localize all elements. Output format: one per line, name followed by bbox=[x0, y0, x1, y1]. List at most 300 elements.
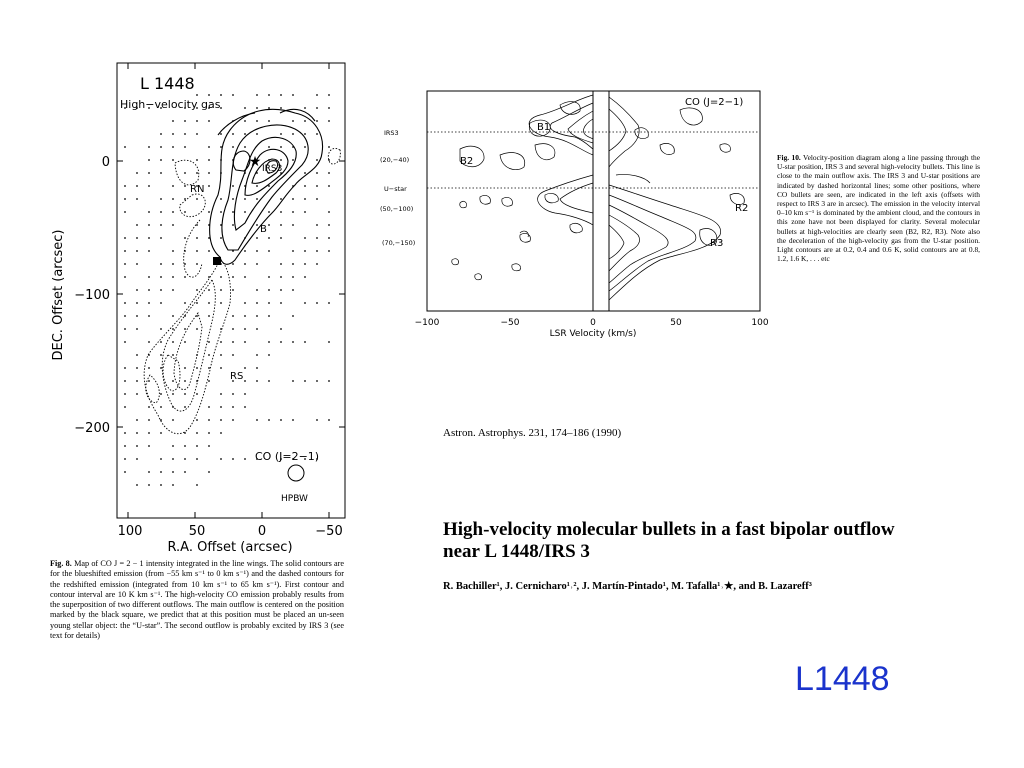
sample-dot bbox=[220, 289, 222, 291]
sample-dot bbox=[328, 250, 330, 252]
sample-dot bbox=[256, 237, 258, 239]
sample-dot bbox=[220, 354, 222, 356]
fig10-row-label: (70,−150) bbox=[382, 239, 416, 247]
sample-dot bbox=[148, 380, 150, 382]
paper-authors: R. Bachiller¹, J. Cernicharo¹˒², J. Martín-Pintado¹, M. Tafalla¹˒★, and B. Lazareff³ bbox=[443, 581, 812, 592]
sample-dot bbox=[136, 393, 138, 395]
sample-dot bbox=[208, 315, 210, 317]
sample-dot bbox=[148, 146, 150, 148]
sample-dot bbox=[244, 393, 246, 395]
sample-dot bbox=[172, 471, 174, 473]
bullet-label-r2: R2 bbox=[735, 203, 749, 214]
sample-dot bbox=[148, 484, 150, 486]
sample-dot bbox=[160, 393, 162, 395]
sample-dot bbox=[160, 146, 162, 148]
sample-dot bbox=[328, 224, 330, 226]
fig10-xtick: 100 bbox=[751, 318, 769, 328]
sample-dot bbox=[316, 159, 318, 161]
sample-dot bbox=[172, 419, 174, 421]
sample-dot bbox=[316, 263, 318, 265]
sample-dot bbox=[148, 172, 150, 174]
sample-dot bbox=[124, 250, 126, 252]
sample-dot bbox=[232, 458, 234, 460]
fig8-xtick: 100 bbox=[117, 524, 143, 539]
sample-dot bbox=[280, 211, 282, 213]
slide-label: L1448 bbox=[795, 660, 890, 698]
sample-dot bbox=[196, 133, 198, 135]
bullet-label-r3: R3 bbox=[710, 238, 724, 249]
sample-dot bbox=[148, 276, 150, 278]
sample-dot bbox=[136, 263, 138, 265]
sample-dot bbox=[280, 302, 282, 304]
sample-dot bbox=[268, 276, 270, 278]
sample-dot bbox=[256, 380, 258, 382]
sample-dot bbox=[196, 172, 198, 174]
sample-dot bbox=[172, 211, 174, 213]
sample-dot bbox=[280, 276, 282, 278]
sample-dot bbox=[172, 341, 174, 343]
sample-dot bbox=[244, 133, 246, 135]
sample-dot bbox=[124, 146, 126, 148]
fig8-label-irs3: IRS3 bbox=[262, 164, 283, 174]
fig8-ytick: −200 bbox=[74, 421, 110, 436]
sample-dot bbox=[124, 458, 126, 460]
sample-dot bbox=[172, 133, 174, 135]
sample-dot bbox=[148, 341, 150, 343]
sample-dot bbox=[196, 263, 198, 265]
sample-dot bbox=[256, 133, 258, 135]
sample-dot bbox=[160, 458, 162, 460]
sample-dot bbox=[136, 380, 138, 382]
sample-dot bbox=[160, 133, 162, 135]
sample-dot bbox=[220, 237, 222, 239]
sample-dot bbox=[304, 263, 306, 265]
sample-dot bbox=[196, 458, 198, 460]
fig8-blue-contours bbox=[210, 109, 323, 264]
u-star-square-icon bbox=[213, 257, 221, 265]
sample-dot bbox=[280, 133, 282, 135]
fig10-row-label: U−star bbox=[384, 185, 407, 193]
sample-dot bbox=[172, 458, 174, 460]
sample-dot bbox=[328, 107, 330, 109]
sample-dot bbox=[172, 276, 174, 278]
sample-dot bbox=[304, 146, 306, 148]
sample-dot bbox=[136, 328, 138, 330]
sample-dot bbox=[220, 367, 222, 369]
fig8-ytick: 0 bbox=[101, 155, 110, 170]
sample-dot bbox=[268, 419, 270, 421]
sample-dot bbox=[316, 250, 318, 252]
sample-dot bbox=[208, 172, 210, 174]
sample-dot bbox=[196, 224, 198, 226]
sample-dot bbox=[208, 302, 210, 304]
sample-dot bbox=[136, 289, 138, 291]
fig10-blue-contours bbox=[452, 95, 593, 280]
sample-dot bbox=[160, 484, 162, 486]
sample-dot bbox=[280, 107, 282, 109]
sample-dot bbox=[148, 406, 150, 408]
fig10-row-label: IRS3 bbox=[384, 129, 399, 137]
sample-dot bbox=[304, 120, 306, 122]
sample-dot bbox=[160, 211, 162, 213]
sample-dot bbox=[172, 159, 174, 161]
sample-dot bbox=[208, 94, 210, 96]
sample-dot bbox=[256, 289, 258, 291]
sample-dot bbox=[304, 380, 306, 382]
sample-dot bbox=[184, 328, 186, 330]
sample-dot bbox=[268, 302, 270, 304]
fig8-label-b: B bbox=[260, 224, 267, 235]
sample-dot bbox=[256, 250, 258, 252]
sample-dot bbox=[220, 458, 222, 460]
fig10-caption-text: Velocity-position diagram along a line passing through the U-star position, IRS 3 and several high-velocity bullets. This line is close to the main outflow axis. The IRS 3 and U-star positions are indicated by dashed horizontal lines; some other positions, where CO bullets are seen, are indicated in the left axis (offsets with respect to IRS 3 are in arcsec). The emission in the velocity interval 0–10 km s⁻¹ is dominated by the ambient cloud, and the contours in this zone have not been displayed for clarity. Several molecular bullets at high-velocities are clearly seen (B2, R2, R3). Note also the deceleration of the high-velocity gas from the U-star position. Light contours are at 0.2, 0.4 and 0.6 K, solid contours are at 0.8, 1.2, 1.6 K, . . . etc bbox=[777, 153, 981, 264]
sample-dot bbox=[292, 198, 294, 200]
fig8-xtick: −50 bbox=[315, 524, 343, 539]
sample-dot bbox=[184, 198, 186, 200]
sample-dot bbox=[160, 289, 162, 291]
sample-dot bbox=[256, 419, 258, 421]
sample-dot bbox=[256, 94, 258, 96]
sample-dot bbox=[184, 406, 186, 408]
sample-dot bbox=[304, 107, 306, 109]
sample-dot bbox=[148, 432, 150, 434]
sample-dot bbox=[220, 146, 222, 148]
sample-dot bbox=[184, 146, 186, 148]
sample-dot bbox=[124, 341, 126, 343]
sample-dot bbox=[136, 237, 138, 239]
fig10-diagram bbox=[380, 85, 770, 345]
sample-dot bbox=[148, 445, 150, 447]
sample-dot bbox=[148, 367, 150, 369]
sample-dot bbox=[208, 289, 210, 291]
sample-dot bbox=[136, 458, 138, 460]
sample-dot bbox=[136, 172, 138, 174]
sample-dot bbox=[304, 341, 306, 343]
fig8-red-contours bbox=[144, 148, 340, 433]
sample-dot bbox=[172, 120, 174, 122]
sample-dot bbox=[124, 198, 126, 200]
sample-dot bbox=[148, 185, 150, 187]
sample-dot bbox=[196, 328, 198, 330]
sample-dot bbox=[124, 263, 126, 265]
sample-dot bbox=[232, 224, 234, 226]
sample-dot bbox=[316, 185, 318, 187]
sample-dot bbox=[184, 341, 186, 343]
sample-dot bbox=[328, 302, 330, 304]
sample-dot bbox=[184, 380, 186, 382]
sample-dot bbox=[244, 341, 246, 343]
sample-dot bbox=[292, 120, 294, 122]
sample-dot bbox=[124, 328, 126, 330]
sample-dot bbox=[208, 341, 210, 343]
sample-dot bbox=[316, 94, 318, 96]
sample-dot bbox=[256, 185, 258, 187]
sample-dot bbox=[328, 419, 330, 421]
sample-dot bbox=[184, 263, 186, 265]
sample-dot bbox=[184, 302, 186, 304]
sample-dot bbox=[148, 302, 150, 304]
sample-dot bbox=[232, 354, 234, 356]
fig8-ylabel: DEC. Offset (arcsec) bbox=[51, 229, 66, 361]
sample-dot bbox=[172, 445, 174, 447]
sample-dot bbox=[124, 276, 126, 278]
fig10-caption-lead: Fig. 10. bbox=[777, 153, 801, 162]
sample-dot bbox=[196, 419, 198, 421]
fig10-row-label: (20,−40) bbox=[380, 156, 410, 164]
sample-dot bbox=[256, 328, 258, 330]
sample-dot bbox=[232, 289, 234, 291]
sample-dot bbox=[196, 393, 198, 395]
fig8-label-rs: RS bbox=[230, 371, 244, 382]
sample-dot bbox=[196, 484, 198, 486]
sample-dot bbox=[280, 224, 282, 226]
sample-dot bbox=[196, 302, 198, 304]
sample-dot bbox=[124, 393, 126, 395]
sample-dot bbox=[292, 250, 294, 252]
irs3-star-icon: ★ bbox=[248, 154, 262, 170]
sample-dot bbox=[256, 354, 258, 356]
fig10-transition: CO (J=2−1) bbox=[685, 97, 744, 108]
sample-dot bbox=[196, 159, 198, 161]
sample-dot bbox=[232, 94, 234, 96]
sample-dot bbox=[292, 94, 294, 96]
sample-dot bbox=[328, 94, 330, 96]
sample-dot bbox=[220, 393, 222, 395]
sample-dot bbox=[280, 263, 282, 265]
sample-dot bbox=[124, 211, 126, 213]
sample-dot bbox=[256, 263, 258, 265]
sample-dot bbox=[136, 250, 138, 252]
sample-dot bbox=[232, 276, 234, 278]
sample-dot bbox=[328, 185, 330, 187]
sample-dot bbox=[280, 328, 282, 330]
sample-dot bbox=[232, 146, 234, 148]
sample-dot bbox=[232, 328, 234, 330]
sample-dot bbox=[160, 432, 162, 434]
fig10-xtick: −100 bbox=[414, 318, 440, 328]
sample-dot bbox=[292, 289, 294, 291]
sample-dot bbox=[256, 367, 258, 369]
sample-dot bbox=[268, 224, 270, 226]
sample-dot bbox=[184, 237, 186, 239]
sample-dot bbox=[232, 393, 234, 395]
paper-title bbox=[443, 519, 1003, 563]
journal-citation: Astron. Astrophys. 231, 174–186 (1990) bbox=[443, 427, 622, 439]
sample-dot bbox=[268, 94, 270, 96]
fig8-beam-label: HPBW bbox=[281, 494, 308, 504]
fig8-caption-text: Map of CO J = 2 − 1 intensity integrated in the line wings. The solid contours are for the blueshifted emission (from −55 km s⁻¹ to 0 km s⁻¹) and the dashed contours for the redshifted emission (integrated from 10 km s⁻¹ to 65 km s⁻¹). First contour and contour interval are 10 K km s⁻¹. The high-velocity CO emission probably results from the superposition of two different outflows. The main outflow is centered on the position marked by the black square, we predict that at this position must be placed an un-seen young stellar object: the “U-star”. The second outflow is probably excited by IRS 3 (see text for details) bbox=[50, 559, 344, 641]
sample-dot bbox=[172, 198, 174, 200]
fig10-xlabel: LSR Velocity (km/s) bbox=[549, 329, 637, 339]
sample-dot bbox=[304, 172, 306, 174]
fig10-caption bbox=[777, 153, 980, 263]
sample-dot bbox=[256, 198, 258, 200]
sample-dot bbox=[256, 120, 258, 122]
sample-dot bbox=[160, 159, 162, 161]
sample-dot bbox=[256, 315, 258, 317]
sample-dot bbox=[232, 211, 234, 213]
sample-dot bbox=[172, 315, 174, 317]
sample-dot bbox=[328, 120, 330, 122]
sample-dot bbox=[244, 315, 246, 317]
sample-dot bbox=[244, 328, 246, 330]
sample-dot bbox=[304, 185, 306, 187]
sample-dot bbox=[160, 354, 162, 356]
sample-dot bbox=[232, 198, 234, 200]
sample-dot bbox=[328, 380, 330, 382]
sample-dot bbox=[268, 120, 270, 122]
sample-dot bbox=[268, 341, 270, 343]
sample-dot bbox=[184, 393, 186, 395]
sample-dot bbox=[244, 211, 246, 213]
sample-dot bbox=[292, 133, 294, 135]
sample-dot bbox=[220, 133, 222, 135]
hpbw-beam-icon bbox=[288, 465, 304, 481]
sample-dot bbox=[268, 380, 270, 382]
fig8-xtick: 50 bbox=[188, 524, 206, 539]
sample-dot bbox=[304, 276, 306, 278]
sample-dot bbox=[136, 419, 138, 421]
sample-dot bbox=[304, 211, 306, 213]
sample-dot bbox=[136, 432, 138, 434]
sample-dot bbox=[148, 289, 150, 291]
sample-dot bbox=[148, 159, 150, 161]
sample-dot bbox=[316, 302, 318, 304]
sample-dot bbox=[124, 315, 126, 317]
sample-dot bbox=[208, 120, 210, 122]
sample-dot bbox=[220, 302, 222, 304]
sample-dot bbox=[220, 94, 222, 96]
sample-dot bbox=[280, 289, 282, 291]
sample-dot bbox=[148, 471, 150, 473]
sample-dot bbox=[160, 172, 162, 174]
sample-dot bbox=[160, 224, 162, 226]
sample-dot bbox=[328, 237, 330, 239]
sample-dot bbox=[172, 185, 174, 187]
sample-dot bbox=[268, 315, 270, 317]
sample-dot bbox=[232, 406, 234, 408]
sample-dot bbox=[124, 367, 126, 369]
sample-dot bbox=[184, 185, 186, 187]
sample-dot bbox=[196, 198, 198, 200]
sample-dot bbox=[148, 250, 150, 252]
sample-dot bbox=[208, 159, 210, 161]
sample-dot bbox=[208, 146, 210, 148]
fig10-row-label: (50,−100) bbox=[380, 205, 414, 213]
sample-dot bbox=[172, 250, 174, 252]
sample-dot bbox=[196, 120, 198, 122]
sample-dot bbox=[232, 419, 234, 421]
sample-dot bbox=[136, 224, 138, 226]
fig8-label-rn: RN bbox=[190, 184, 205, 195]
sample-dot bbox=[244, 198, 246, 200]
paper-title-line2: near L 1448/IRS 3 bbox=[443, 541, 590, 562]
sample-dot bbox=[328, 172, 330, 174]
sample-dot bbox=[292, 224, 294, 226]
bullet-label-b1: B1 bbox=[537, 122, 551, 133]
sample-dot bbox=[316, 133, 318, 135]
fig8-panel bbox=[40, 55, 360, 555]
sample-dot bbox=[280, 341, 282, 343]
fig8-title: L 1448 bbox=[140, 74, 195, 93]
sample-dot bbox=[280, 159, 282, 161]
sample-dot bbox=[268, 107, 270, 109]
fig8-ytick: −100 bbox=[74, 288, 110, 303]
fig10-xtick: 0 bbox=[590, 318, 596, 328]
sample-dot bbox=[136, 315, 138, 317]
sample-dot bbox=[220, 432, 222, 434]
sample-dot bbox=[196, 289, 198, 291]
sample-dot bbox=[136, 445, 138, 447]
sample-dot bbox=[172, 484, 174, 486]
fig8-subtitle: High−velocity gas bbox=[120, 98, 221, 111]
sample-dot bbox=[316, 419, 318, 421]
fig10-xtick: 50 bbox=[670, 318, 682, 328]
sample-dot bbox=[244, 458, 246, 460]
sample-dot bbox=[160, 328, 162, 330]
sample-dot bbox=[160, 302, 162, 304]
sample-dot bbox=[160, 341, 162, 343]
sample-dot bbox=[124, 237, 126, 239]
sample-dot bbox=[244, 276, 246, 278]
sample-dot bbox=[316, 107, 318, 109]
sample-dot bbox=[124, 471, 126, 473]
sample-dot bbox=[172, 263, 174, 265]
fig8-xtick: 0 bbox=[257, 524, 267, 539]
sample-dot bbox=[304, 302, 306, 304]
sample-dot bbox=[124, 432, 126, 434]
sample-dot bbox=[280, 419, 282, 421]
sample-dot bbox=[244, 380, 246, 382]
sample-dot bbox=[220, 406, 222, 408]
sample-dot bbox=[172, 380, 174, 382]
sample-dot bbox=[268, 237, 270, 239]
sample-dot bbox=[136, 302, 138, 304]
sample-dot bbox=[148, 237, 150, 239]
sample-dot bbox=[304, 133, 306, 135]
sample-dot bbox=[148, 211, 150, 213]
sample-dot bbox=[160, 198, 162, 200]
sample-dot bbox=[208, 354, 210, 356]
sample-dot bbox=[268, 146, 270, 148]
sample-dot bbox=[244, 263, 246, 265]
sample-dot bbox=[172, 328, 174, 330]
sample-dot bbox=[172, 224, 174, 226]
sample-dot bbox=[280, 198, 282, 200]
sample-dot bbox=[160, 263, 162, 265]
fig10-red-contours bbox=[609, 97, 744, 300]
sample-dot bbox=[208, 432, 210, 434]
sample-dot bbox=[124, 380, 126, 382]
sample-dot bbox=[292, 341, 294, 343]
sample-dot bbox=[196, 432, 198, 434]
fig10-xtick: −50 bbox=[500, 318, 520, 328]
sample-dot bbox=[256, 302, 258, 304]
fig8-xlabel: R.A. Offset (arcsec) bbox=[167, 540, 293, 555]
paper-title-line1: High-velocity molecular bullets in a fast bipolar outflow bbox=[443, 519, 895, 540]
sample-dot bbox=[316, 237, 318, 239]
sample-dot bbox=[220, 211, 222, 213]
sample-dot bbox=[124, 445, 126, 447]
sample-dot bbox=[136, 367, 138, 369]
sample-dot bbox=[268, 289, 270, 291]
sample-dot bbox=[160, 471, 162, 473]
sample-dot bbox=[256, 107, 258, 109]
sample-dot bbox=[184, 211, 186, 213]
sample-dot bbox=[244, 107, 246, 109]
sample-dot bbox=[208, 380, 210, 382]
sample-dot bbox=[244, 250, 246, 252]
